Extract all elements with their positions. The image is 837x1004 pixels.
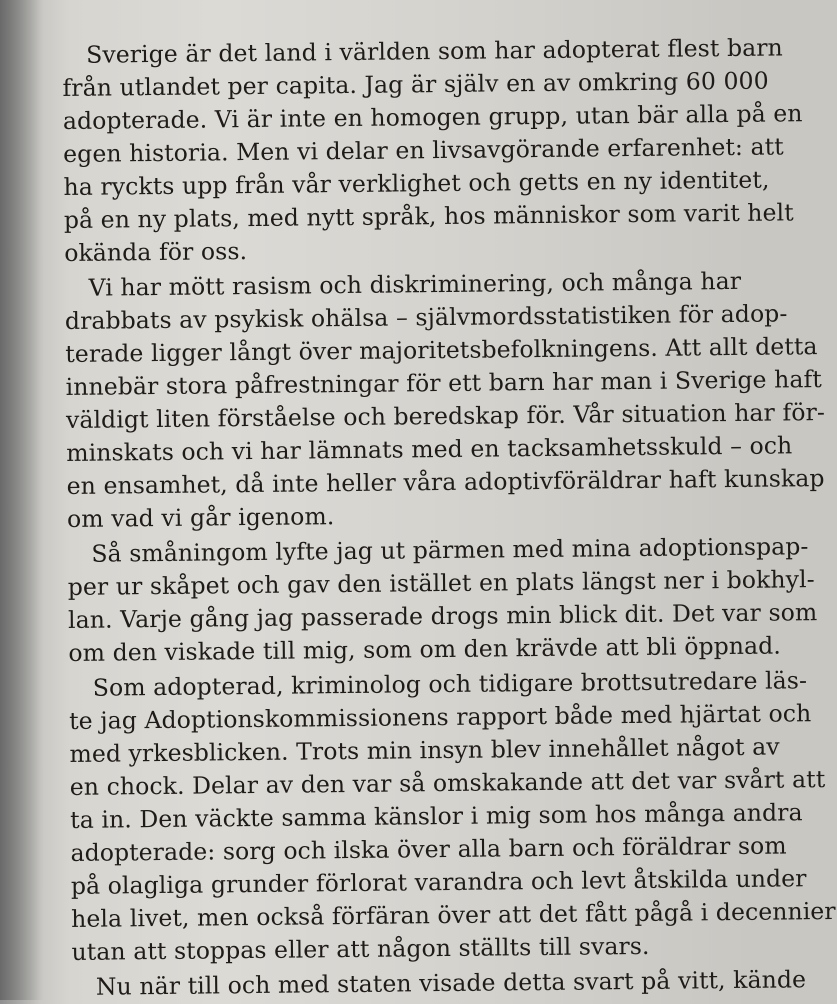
- text-line: på en ny plats, med nytt språk, hos människor som varit helt: [63, 198, 794, 234]
- text-line: utan att stoppas eller att någon ställts till svars.: [71, 931, 650, 966]
- text-line: te jag Adoptionskommissionens rapport både med hjärtat och: [69, 699, 812, 735]
- text-line: per ur skåpet och gav den istället en plats längst ner i bokhyl-: [67, 565, 815, 601]
- text-line: en ensamhet, då inte heller våra adoptivföräldrar haft kunskap: [66, 464, 825, 500]
- text-line: drabbats av psykisk ohälsa – självmordsstatistiken för adop-: [64, 299, 788, 335]
- text-line: en chock. Delar av den var så omskakande att det var svårt att: [69, 765, 826, 801]
- text-line: på olagliga grunder förlorat varandra och levt åtskilda under: [70, 864, 807, 900]
- text-line: minskats och vi har lämnats med en tacksamhetsskuld – och: [66, 431, 793, 467]
- text-line: Som adopterad, kriminolog och tidigare brottsutredare läs-: [92, 666, 808, 702]
- text-line: egen historia. Men vi delar en livsavgörande erfarenhet: att: [63, 132, 784, 168]
- text-line: adopterade: sorg och ilska över alla barn och föräldrar som: [70, 831, 787, 867]
- text-line: Sverige är det land i världen som har adopterat flest barn: [86, 33, 783, 69]
- text-line: ha ryckts upp från vår verklighet och getts en ny identitet,: [63, 165, 770, 201]
- text-line: med yrkesblicken. Trots min insyn blev innehållet något av: [69, 732, 780, 768]
- text-line: adopterade. Vi är inte en homogen grupp, utan bär alla på en: [62, 99, 803, 135]
- text-line: okända för oss.: [64, 237, 248, 267]
- text-line: lan. Varje gång jag passerade drogs min blick dit. Det var som: [67, 598, 818, 634]
- text-line: Så småningom lyfte jag ut pärmen med mina adoptionspap-: [91, 532, 809, 568]
- text-line: innebär stora påfrestningar för ett barn har man i Sverige haft: [65, 365, 822, 401]
- text-line: Nu när till och med staten visade detta svart på vitt, kände: [95, 965, 807, 1001]
- text-line: Vi har mött rasism och diskriminering, och många har: [88, 266, 742, 302]
- text-line: om den viskade till mig, som om den krävde att bli öppnad.: [68, 631, 781, 667]
- text-line: terade ligger långt över majoritetsbefolkningens. Att allt detta: [65, 332, 818, 368]
- book-page-text: [62, 31, 836, 1001]
- text-line: om vad vi går igenom.: [66, 502, 335, 533]
- text-line: hela livet, men också förfäran över att det fått pågå i decennier: [71, 896, 836, 933]
- text-line: ta in. Den väckte samma känslor i mig som hos många andra: [70, 798, 803, 834]
- text-line: väldigt liten förståelse och beredskap för. Vår situation har för-: [65, 398, 826, 434]
- page-edge-shadow: [0, 0, 44, 1000]
- text-line: från utlandet per capita. Jag är själv en av omkring 60 000: [62, 66, 769, 102]
